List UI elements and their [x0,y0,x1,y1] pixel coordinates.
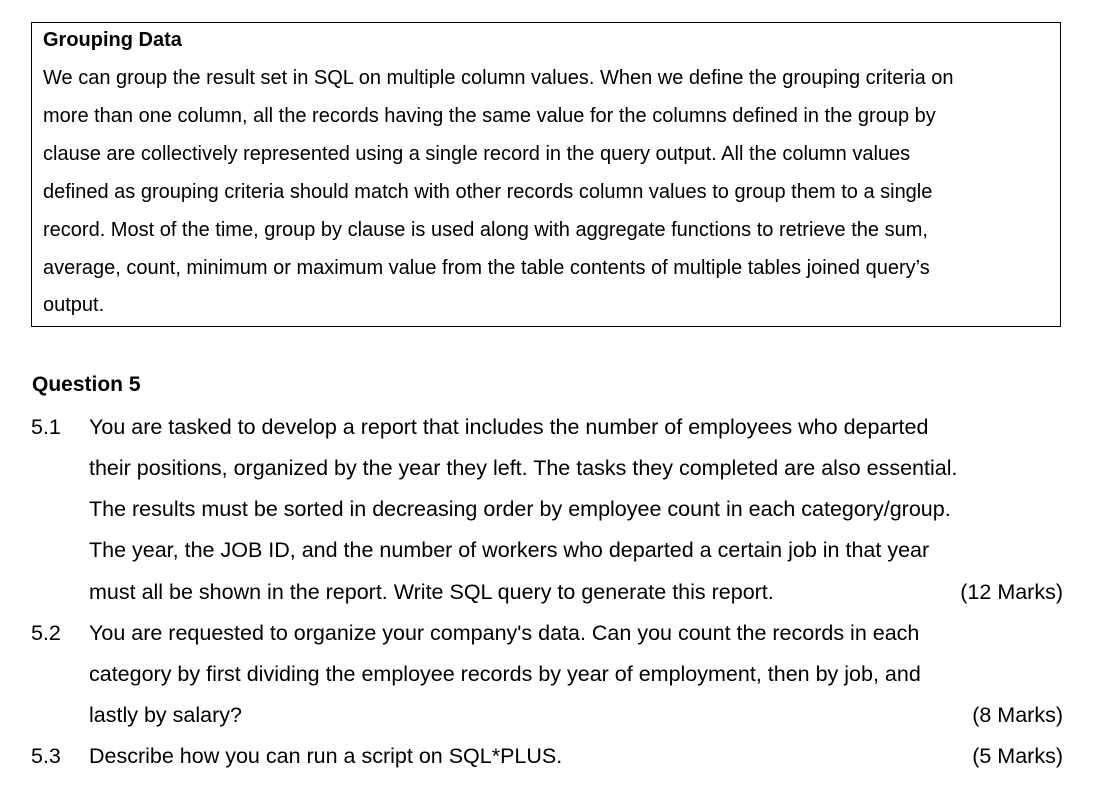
question-marks: (12 Marks) [960,580,1063,604]
question-number: 5.1 [31,415,61,439]
question-text-line: You are tasked to develop a report that includes the number of employees who departed [89,415,929,439]
grouping-data-box [31,22,1061,327]
question-marks: (8 Marks) [972,703,1063,727]
box-text-line: clause are collectively represented using a single record in the query output. All the column values [43,143,911,165]
question-text-line: category by first dividing the employee records by year of employment, then by job, and [89,662,921,686]
question-text-line: their positions, organized by the year they left. The tasks they completed are also essential. [89,456,958,480]
question-marks: (5 Marks) [972,744,1063,768]
box-text-line: defined as grouping criteria should match with other records column values to group them to a single [43,181,933,203]
question-text-line: lastly by salary? [89,703,242,727]
box-text-line: We can group the result set in SQL on multiple column values. When we define the grouping criteria on [43,67,954,89]
question-number: 5.3 [31,744,61,768]
question-heading: Question 5 [32,373,141,396]
question-text-line: must all be shown in the report. Write SQL query to generate this report. [89,580,774,604]
box-text-line: output. [43,294,105,316]
box-text-line: record. Most of the time, group by clause is used along with aggregate functions to retrieve the sum, [43,219,928,241]
question-text-line: The year, the JOB ID, and the number of workers who departed a certain job in that year [89,538,930,562]
box-text-line: more than one column, all the records having the same value for the columns defined in the group by [43,105,936,127]
question-text-line: Describe how you can run a script on SQL*PLUS. [89,744,563,768]
question-text-line: You are requested to organize your company's data. Can you count the records in each [89,621,920,645]
box-text-line: average, count, minimum or maximum value from the table contents of multiple tables joined query’s [43,257,930,279]
box-title: Grouping Data [43,29,182,51]
question-number: 5.2 [31,621,61,645]
question-text-line: The results must be sorted in decreasing order by employee count in each category/group. [89,497,951,521]
